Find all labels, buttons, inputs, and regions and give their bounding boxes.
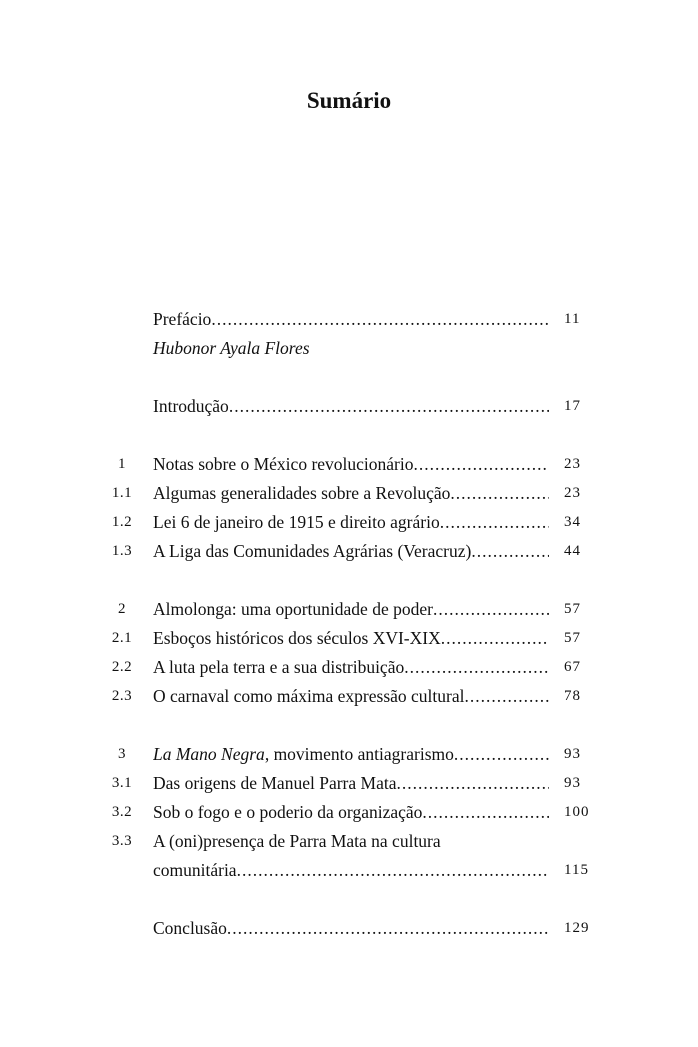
- toc-entry-s1-3: [0, 537, 698, 566]
- dot-leader: [471, 537, 549, 566]
- toc-page-number: 57: [564, 630, 581, 646]
- toc-entry-label: Notas sobre o México revolucionário: [153, 454, 414, 474]
- toc-entry-label: [153, 740, 454, 769]
- toc-page-number: 17: [564, 398, 581, 414]
- toc-entry-s3-3-cont: [0, 856, 698, 885]
- toc-page-number: 57: [564, 601, 581, 617]
- dot-leader: [454, 740, 549, 769]
- toc-entry-cap2: [0, 595, 698, 624]
- dot-leader: [441, 624, 549, 653]
- toc-entry-label: Conclusão: [153, 918, 227, 938]
- toc-page-number: 11: [564, 311, 581, 327]
- dot-leader: [464, 682, 549, 711]
- toc-entry-number: 1.1: [111, 485, 133, 501]
- toc-entry-label: Lei 6 de janeiro de 1915 e direito agrário: [153, 512, 440, 532]
- toc-entry-number: 1: [118, 456, 126, 472]
- dot-leader: [229, 392, 549, 421]
- toc-entry-number: 1.2: [111, 514, 133, 530]
- toc-entry-prefacio: [0, 305, 698, 334]
- dot-leader: [396, 769, 549, 798]
- toc-entry-label: comunitária: [153, 860, 237, 880]
- toc-entry-label: A luta pela terra e a sua distribuição: [153, 657, 405, 677]
- toc-entry-label: A (oni)presença de Parra Mata na cultura: [153, 831, 441, 851]
- toc-entry-number: 2: [118, 601, 126, 617]
- toc-page-number: 78: [564, 688, 581, 704]
- toc-entry-s2-2: [0, 653, 698, 682]
- toc-entry-number: 3.1: [111, 775, 133, 791]
- dot-leader: [433, 595, 549, 624]
- toc-entry-s2-1: [0, 624, 698, 653]
- toc-entry-introducao: [0, 392, 698, 421]
- toc-entry-label: A Liga das Comunidades Agrárias (Veracruz): [153, 541, 472, 561]
- toc-entry-number: 3.3: [111, 833, 133, 849]
- toc-page-number: 129: [564, 920, 590, 936]
- dot-leader: [440, 508, 549, 537]
- toc-page-number: 115: [564, 862, 589, 878]
- table-of-contents: [0, 305, 698, 943]
- toc-entry-number: 2.3: [111, 688, 133, 704]
- toc-entry-s3-1: [0, 769, 698, 798]
- toc-page-number: 23: [564, 485, 581, 501]
- dot-leader: [422, 798, 549, 827]
- toc-page-number: 100: [564, 804, 590, 820]
- toc-entry-label: Das origens de Manuel Parra Mata: [153, 773, 397, 793]
- toc-entry-number: 1.3: [111, 543, 133, 559]
- toc-entry-s3-3: [0, 827, 698, 856]
- toc-entry-label: Prefácio: [153, 309, 212, 329]
- toc-entry-label-rest: , movimento antiagrarismo: [264, 744, 454, 764]
- toc-entry-label-italic: La Mano Negra: [153, 744, 265, 764]
- toc-entry-s3-2: [0, 798, 698, 827]
- dot-leader: [211, 305, 549, 334]
- dot-leader: [404, 653, 549, 682]
- toc-entry-label: O carnaval como máxima expressão cultural: [153, 686, 465, 706]
- toc-entry-s1-2: [0, 508, 698, 537]
- page-title: Sumário: [306, 88, 392, 113]
- dot-leader: [450, 479, 549, 508]
- toc-entry-number: 3.2: [111, 804, 133, 820]
- toc-entry-conclusao: [0, 914, 698, 943]
- toc-entry-s1-1: [0, 479, 698, 508]
- toc-entry-number: 3: [118, 746, 126, 762]
- toc-page-number: 67: [564, 659, 581, 675]
- toc-entry-s2-3: [0, 682, 698, 711]
- toc-author: Hubonor Ayala Flores: [153, 338, 310, 358]
- toc-entry-number: 2.1: [111, 630, 133, 646]
- toc-entry-label: Almolonga: uma oportunidade de poder: [153, 599, 433, 619]
- toc-page-number: 93: [564, 775, 581, 791]
- toc-entry-label: Sob o fogo e o poderio da organização: [153, 802, 423, 822]
- toc-page-number: 34: [564, 514, 581, 530]
- toc-entry-cap1: [0, 450, 698, 479]
- toc-entry-prefacio-author: [0, 334, 698, 363]
- toc-entry-label: Algumas generalidades sobre a Revolução: [153, 483, 451, 503]
- toc-entry-number: 2.2: [111, 659, 133, 675]
- toc-page-number: 44: [564, 543, 581, 559]
- toc-entry-label: Introdução: [153, 396, 229, 416]
- dot-leader: [227, 914, 549, 943]
- toc-entry-label: Esboços históricos dos séculos XVI-XIX: [153, 628, 441, 648]
- dot-leader: [237, 856, 549, 885]
- toc-entry-cap3: [0, 740, 698, 769]
- dot-leader: [413, 450, 549, 479]
- toc-page-number: 93: [564, 746, 581, 762]
- toc-page-number: 23: [564, 456, 581, 472]
